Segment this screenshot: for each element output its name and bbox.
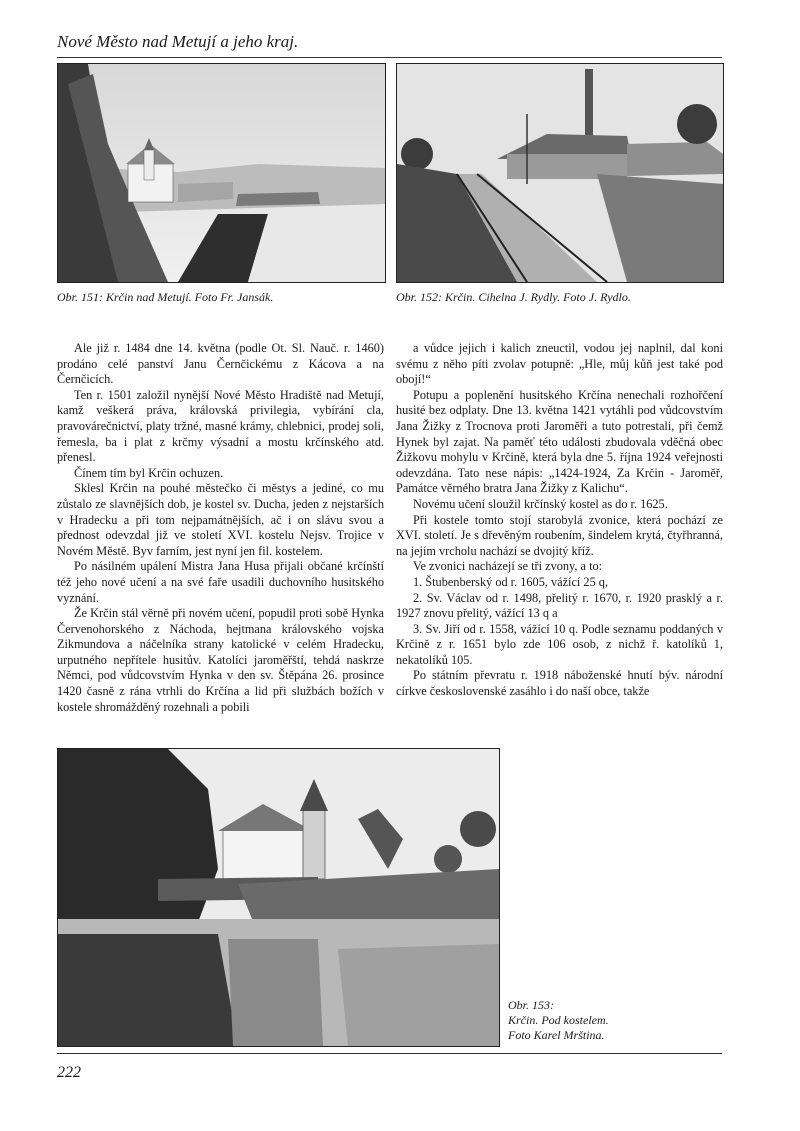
running-header: Nové Město nad Metují a jeho kraj. (57, 32, 299, 51)
caption-fig152: Obr. 152: Krčin. Cihelna J. Rydly. Foto J. Rydlo. (396, 290, 631, 304)
caption-fig153-line1: Obr. 153: (508, 998, 555, 1012)
text-column-left (57, 341, 384, 715)
paragraph: Ve zvonici nacházejí se tři zvony, a to: (413, 559, 603, 574)
text-column-right (396, 341, 723, 700)
photo-krcin-river (57, 63, 386, 283)
page-number: 222 (57, 1064, 81, 1081)
caption-fig153-line3: Foto Karel Mrština. (508, 1028, 605, 1042)
paragraph: Potupu a poplenění husitského Krčína nenechali rozhořčení husité bez odplaty. Dne 13. května 1421 vytáhli pod vůdcovstvím Jana Žižky z Trocnova proti Jaroměři a tuto potrestali, při čemž Hynek byl zajat. Na paměť této události zbudovala vděčná obec Žižkovu mohylu v Krčině, která byla dne 5. října 1924 veřejnosti odevzdána. Tato nese nápis: „1424-1924, Za Krčin - Jaroměř, Památce věrného bratra Jana Žižky z Kalichu“. (396, 387, 723, 496)
paragraph: Novému učení sloužil krčínský kostel as do r. 1625. (413, 496, 668, 511)
paragraph: Čínem tím byl Krčin ochuzen. (74, 465, 224, 480)
paragraph: 2. Sv. Václav od r. 1498, přelitý r. 1670, r. 1920 prasklý a r. 1927 znovu přelitý, vážící 13 q a (396, 590, 723, 621)
paragraph: Po státním převratu r. 1918 náboženské hnutí býv. národní církve československé zasáhlo i do naší obce, takže (396, 668, 723, 699)
paragraph: 3. Sv. Jiří od r. 1558, vážící 10 q. Podle seznamu poddaných v Krčině z r. 1651 bylo zde 106 osob, z nichž ř. katolíků 1, nekatolíků 105. (396, 621, 723, 667)
paragraph: Sklesl Krčin na pouhé městečko či městys a jediné, co mu zůstalo ze slavnějších dob, je kostel sv. Ducha, jeden z nejstarších v Hradecku a při tom nejpamátnějších, ač i on slávu svou a přednost odevzdal již ve století XVI. kostelu Nejsv. Trojice v Novém Městě. Byv farním, jest nyní jen fil. kostelem. (57, 481, 384, 558)
paragraph: Po násilném upálení Mistra Jana Husa přijali občané krčínští též jeho nové učení a na své faře usadili duchovního husitského vyznání. (57, 559, 384, 605)
paragraph: 1. Štubenberský od r. 1605, vážící 25 q, (413, 574, 609, 589)
paragraph: Ten r. 1501 založil nynější Nové Město Hradiště nad Metují, kamž veškerá práva, královská privilegia, vybírání cla, pravovárečnictví, platy tržné, masné krámy, chlebnici, prodej soli, řemesla, ba i plat z krčmy výsadní a mostu krčínského atd. přenesl. (57, 387, 384, 465)
photo-church-by-river (57, 748, 500, 1047)
paragraph: Ale již r. 1484 dne 14. května (podle Ot. Sl. Nauč. r. 1460) prodáno celé panství Janu Černčickému z Kácova a na Černčicích. (57, 341, 384, 387)
caption-fig153-line2: Krčin. Pod kostelem. (508, 1013, 609, 1027)
paragraph: Že Krčin stál věrně při novém učení, popudil proti sobě Hynka Červenohorského z Náchoda, hejtmana královského vojska Zikmundova a náčelníka strany katolické v celém Hradecku, urputného nepřítele husitův. Katolíci jaroměřští, tehdá naskrze Němci, pod vůdcovstvím Hynka v den sv. Štěpána 26. prosince 1420 časně z rána vtrhli do Krčína a lid při službách božích v kostele shromážděný rozehnali a pobili (57, 606, 384, 714)
caption-fig153 (508, 998, 609, 1043)
caption-fig151: Obr. 151: Krčin nad Metují. Foto Fr. Jansák. (57, 290, 274, 304)
paragraph: a vůdce jejich i kalich zneuctil, vodou jej naplnil, dal koni svému z něho píti zvolav potupně: „Hle, můj kůň jest také pod obojí!“ (396, 341, 723, 387)
footer-rule (57, 1053, 722, 1054)
header-rule (57, 57, 722, 58)
photo-brickworks-railway (396, 63, 724, 283)
paragraph: Při kostele tomto stojí starobylá zvonice, která pochází ze XVI. století. Je s dřevěným roubením, šindelem krytá, čtyřhranná, na jejím vrcholu nachází se dvojitý kříž. (396, 512, 723, 558)
